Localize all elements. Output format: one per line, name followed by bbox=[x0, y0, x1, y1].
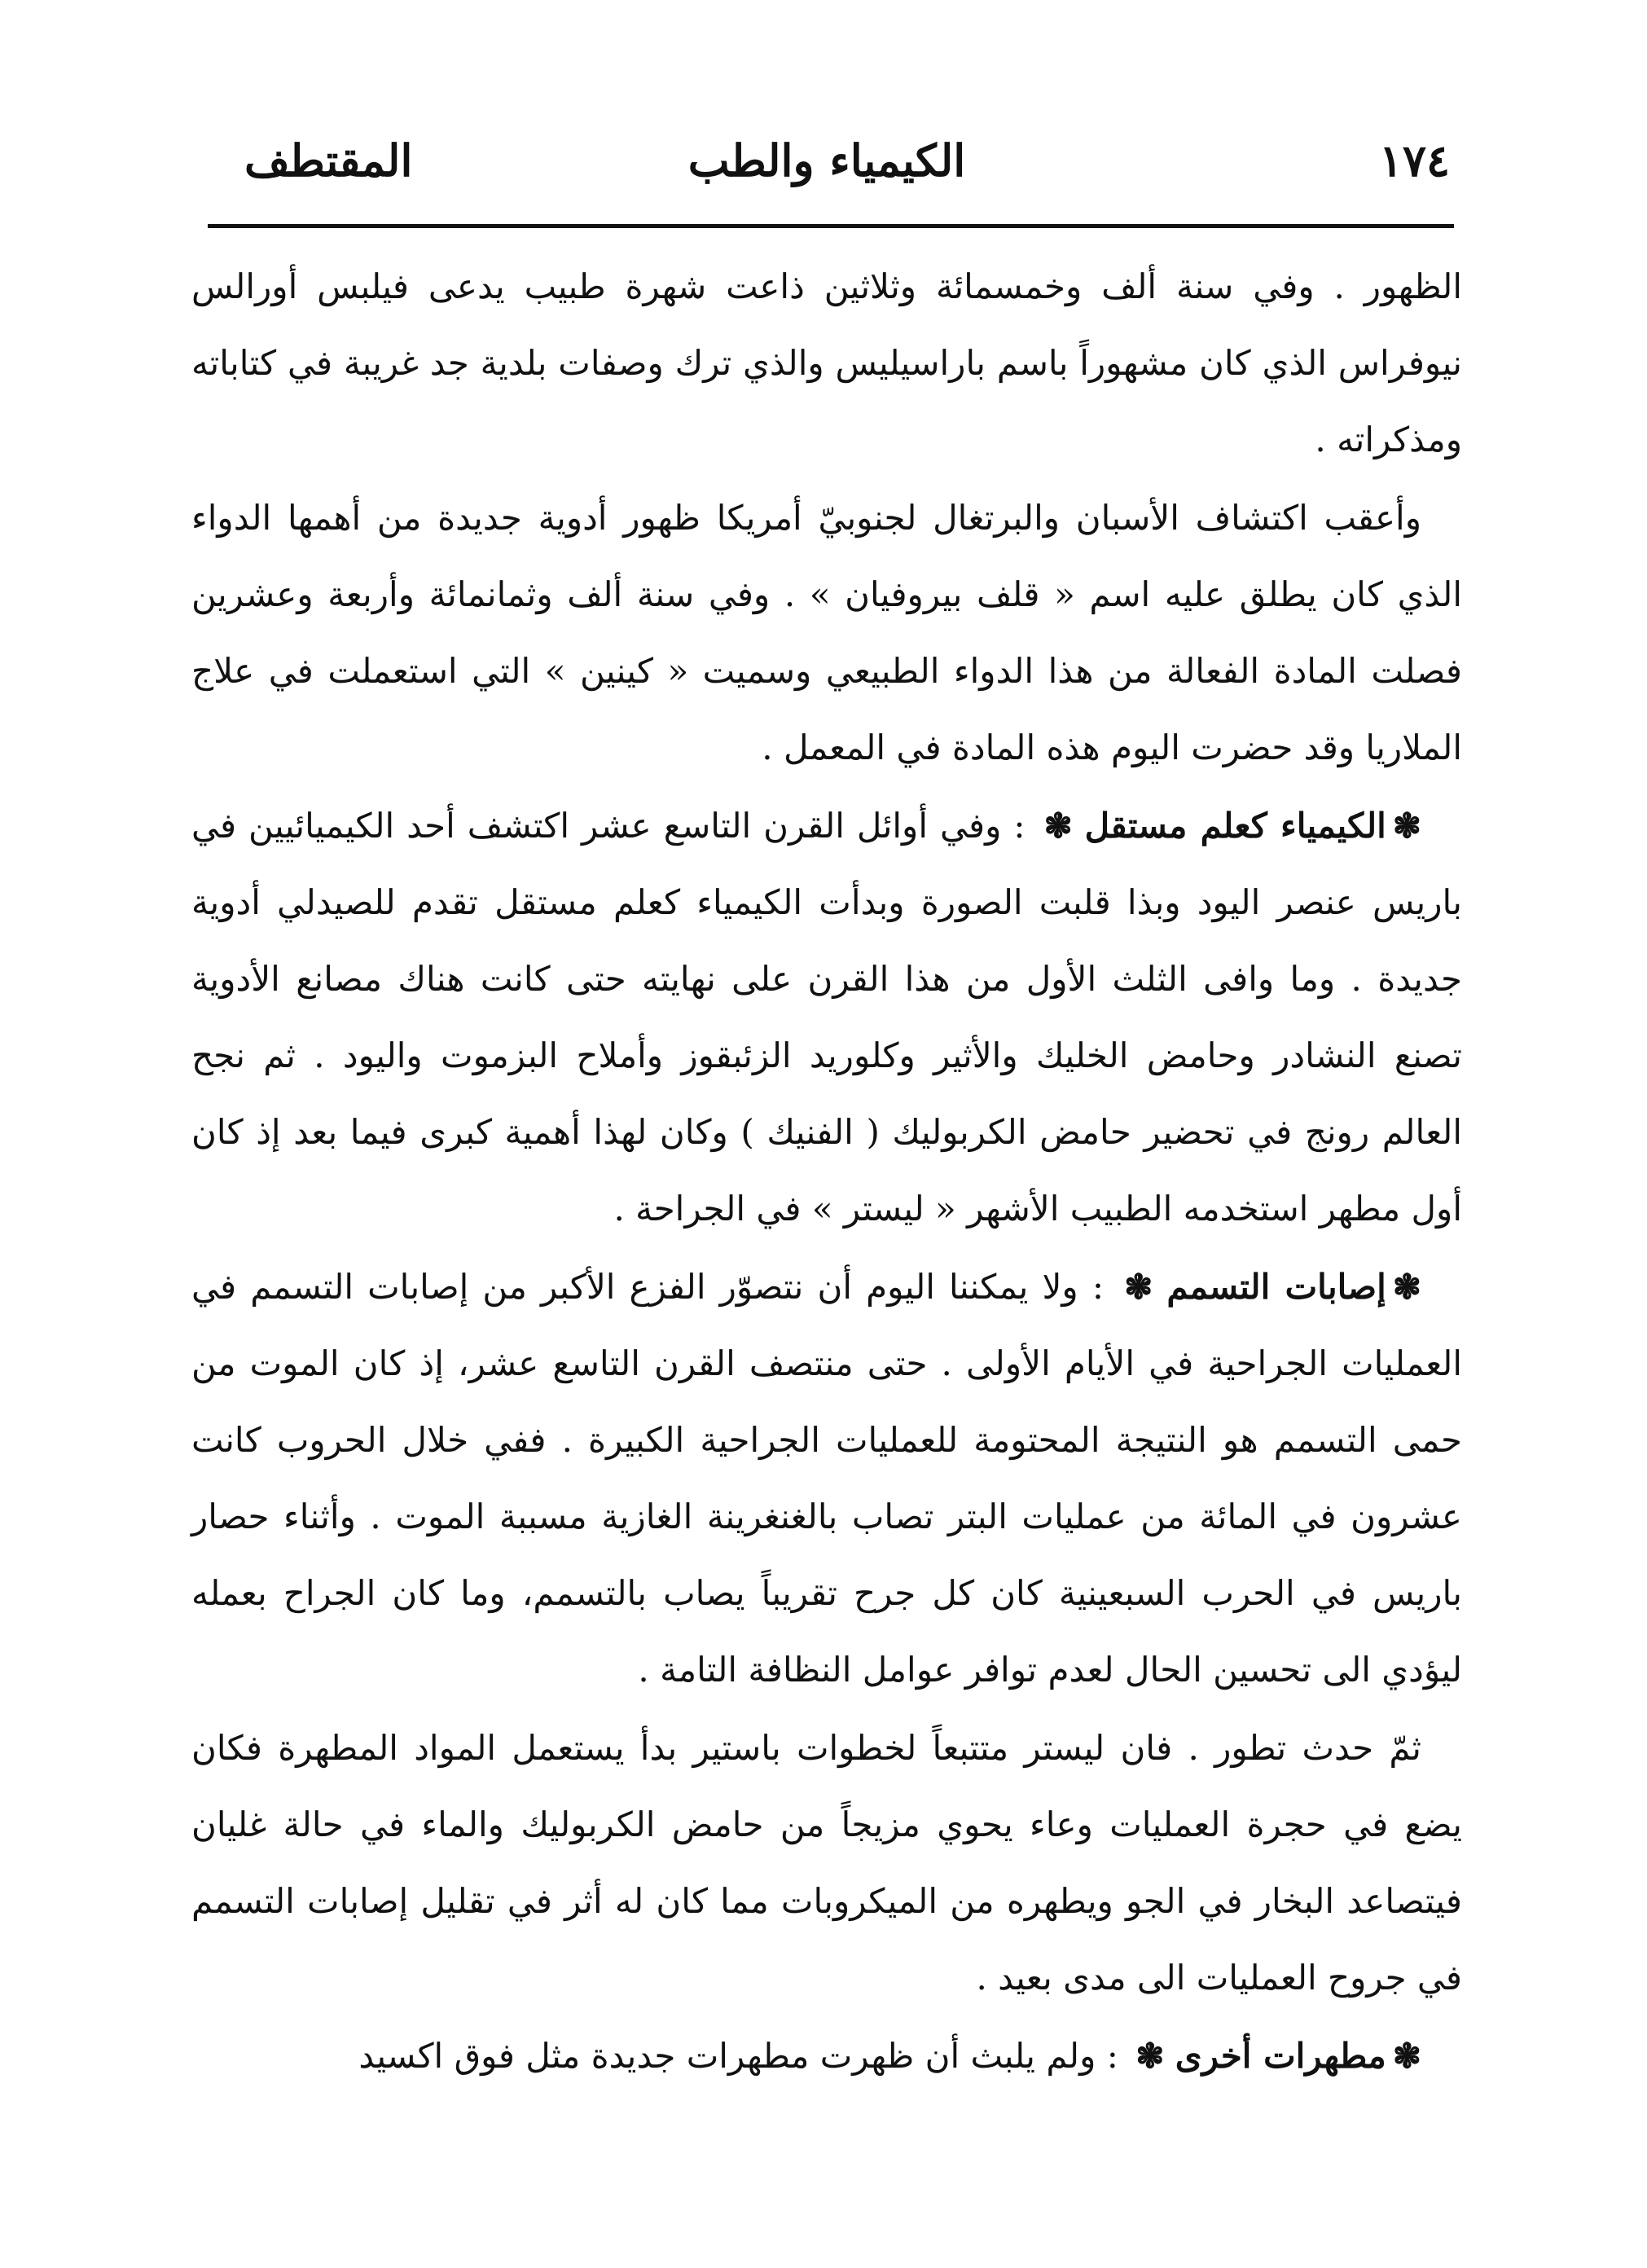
page-header bbox=[204, 134, 1450, 208]
paragraph-6 bbox=[191, 2018, 1462, 2094]
paragraph-text: : ولا يمكننا اليوم أن نتصوّر الفزع الأكبر من إصابات التسمم في العمليات الجراحية في الأيام الأولى . حتى منتصف القرن التاسع عشر، إذ كان الموت من حمى التسمم هو النتيجة المحتومة للعمليات الجراحية الكبيرة . ففي خلال الحروب كانت عشرون في المائة من عمليات البتر تصاب بالغنغرينة الغازية مسببة الموت . وأثناء حصار باريس في الحرب السبعينية كان كل جرح تقريباً يصاب بالتسمم، وما كان الجراح بعمله ليؤدي الى تحسين الحال لعدم توافر عوامل النظافة التامة . bbox=[191, 1267, 1462, 1690]
page-number: ١٧٤ bbox=[1378, 134, 1450, 187]
section-heading: إصابات التسمم bbox=[1166, 1267, 1386, 1307]
section-heading: الكيمياء كعلم مستقل bbox=[1084, 806, 1386, 846]
paragraph-2 bbox=[191, 480, 1462, 786]
paragraph-text: : ولم يلبث أن ظهرت مطهرات جديدة مثل فوق اكسيد bbox=[358, 2036, 1118, 2076]
ornament-icon: ❃ bbox=[1392, 806, 1421, 846]
paragraph-3 bbox=[191, 788, 1462, 1247]
section-heading: مطهرات أخرى bbox=[1175, 2036, 1386, 2076]
paragraph-text: الظهور . وفي سنة ألف وخمسمائة وثلاثين ذاعت شهرة طبيب يدعى فيلبس أورالس نيوفراس الذي كان مشهوراً باسم باراسيليس والذي ترك وصفات بلدية جد غريبة في كتاباته ومذكراته . bbox=[191, 266, 1462, 459]
paragraph-5 bbox=[191, 1710, 1462, 2016]
ornament-icon: ❃ bbox=[1392, 2036, 1421, 2076]
running-title: الكيمياء والطب bbox=[687, 134, 966, 187]
journal-name: المقتطف bbox=[244, 134, 413, 187]
paragraph-text: ثمّ حدث تطور . فان ليستر متتبعاً لخطوات باستير بدأ يستعمل المواد المطهرة فكان يضع في حجرة العمليات وعاء يحوي مزيجاً من حامض الكربوليك والماء في حالة غليان فيتصاعد البخار في الجو ويطهره من الميكروبات مما كان له أثر في تقليل إصابات التسمم في جروح العمليات الى مدى بعيد . bbox=[191, 1728, 1462, 1998]
article-body bbox=[191, 248, 1462, 2096]
ornament-icon: ❃ bbox=[1043, 806, 1073, 846]
paragraph-4 bbox=[191, 1249, 1462, 1708]
ornament-icon: ❃ bbox=[1135, 2036, 1165, 2076]
paragraph-text: : وفي أوائل القرن التاسع عشر اكتشف أحد الكيميائيين في باريس عنصر اليود وبذا قلبت الصورة وبدأت الكيمياء كعلم مستقل تقدم للصيدلي أدوية جديدة . وما وافى الثلث الأول من هذا القرن على نهايته حتى كانت هناك مصانع الأدوية تصنع النشادر وحامض الخليك والأثير وكلوريد الزئبقوز وأملاح البزموت واليود . ثم نجح العالم رونج في تحضير حامض الكربوليك ( الفنيك ) وكان لهذا أهمية كبرى فيما بعد إذ كان أول مطهر استخدمه الطبيب الأشهر « ليستر » في الجراحة . bbox=[191, 806, 1462, 1228]
ornament-icon: ❃ bbox=[1124, 1267, 1153, 1307]
paragraph-text: وأعقب اكتشاف الأسبان والبرتغال لجنوبيّ أمريكا ظهور أدوية جديدة من أهمها الدواء الذي كان يطلق عليه اسم « قلف بيروفيان » . وفي سنة ألف وثمانمائة وأربعة وعشرين فصلت المادة الفعالة من هذا الدواء الطبيعي وسميت « كينين » التي استعملت في علاج الملاريا وقد حضرت اليوم هذه المادة في المعمل . bbox=[191, 498, 1462, 767]
ornament-icon: ❃ bbox=[1392, 1267, 1421, 1307]
header-rule bbox=[208, 224, 1454, 228]
paragraph-1 bbox=[191, 248, 1462, 478]
